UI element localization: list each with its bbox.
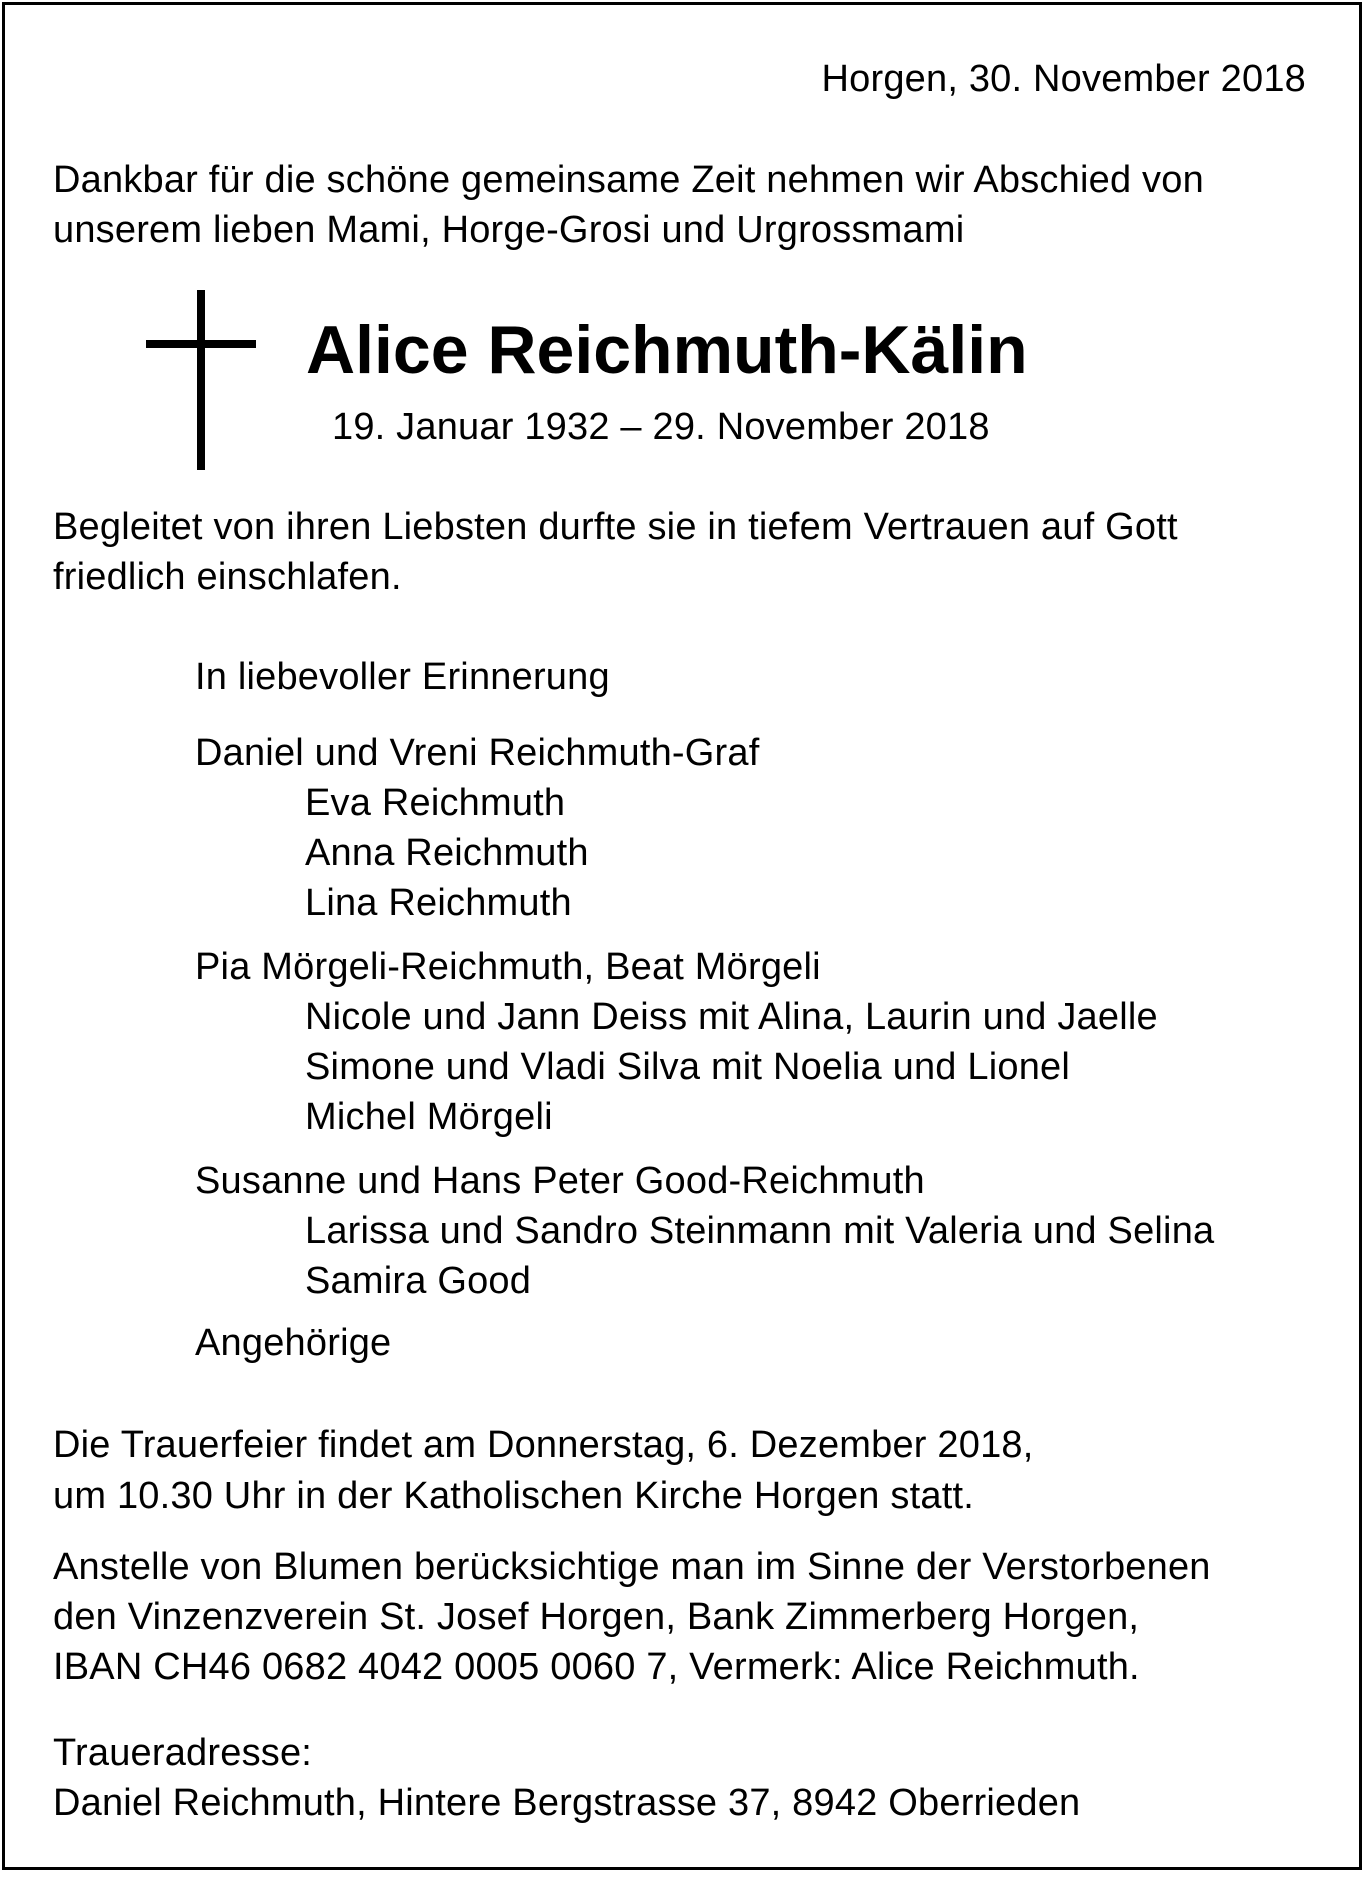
intro-line-1: Dankbar für die schöne gemeinsame Zeit nehmen wir Abschied von [53,159,1204,201]
address-value: Daniel Reichmuth, Hintere Bergstrasse 37, 8942 Oberrieden [53,1782,1081,1824]
passing-line-2: friedlich einschlafen. [53,556,402,598]
donation-line-2: den Vinzenzverein St. Josef Horgen, Bank Zimmerberg Horgen, [53,1596,1140,1638]
address-label: Traueradresse: [53,1732,313,1774]
family-member: Nicole und Jann Deiss mit Alina, Laurin und Jaelle [305,996,1158,1038]
family-member: Larissa und Sandro Steinmann mit Valeria und Selina [305,1210,1215,1252]
deceased-name: Alice Reichmuth-Kälin [306,312,1028,388]
family-member: Samira Good [305,1260,532,1302]
family-head: Susanne und Hans Peter Good-Reichmuth [195,1160,925,1202]
relatives: Angehörige [195,1322,392,1364]
family-member: Eva Reichmuth [305,782,566,824]
funeral-line-2: um 10.30 Uhr in der Katholischen Kirche Horgen statt. [53,1475,974,1517]
family-member: Anna Reichmuth [305,832,589,874]
donation-line-1: Anstelle von Blumen berücksichtige man im Sinne der Verstorbenen [53,1546,1211,1588]
family-head: Daniel und Vreni Reichmuth-Graf [195,732,760,774]
family-member: Michel Mörgeli [305,1096,553,1138]
cross-icon [146,290,256,470]
family-head: Pia Mörgeli-Reichmuth, Beat Mörgeli [195,946,821,988]
life-dates: 19. Januar 1932 – 29. November 2018 [332,406,990,448]
family-member: Lina Reichmuth [305,882,572,924]
mourners-heading: In liebevoller Erinnerung [195,656,610,698]
donation-line-3: IBAN CH46 0682 4042 0005 0060 7, Vermerk: Alice Reichmuth. [53,1646,1140,1688]
place-date: Horgen, 30. November 2018 [821,58,1306,100]
family-member: Simone und Vladi Silva mit Noelia und Lionel [305,1046,1071,1088]
passing-line-1: Begleitet von ihren Liebsten durfte sie in tiefem Vertrauen auf Gott [53,506,1178,548]
funeral-line-1: Die Trauerfeier findet am Donnerstag, 6. Dezember 2018, [53,1424,1034,1466]
intro-line-2: unserem lieben Mami, Horge-Grosi und Urgrossmami [53,209,965,251]
